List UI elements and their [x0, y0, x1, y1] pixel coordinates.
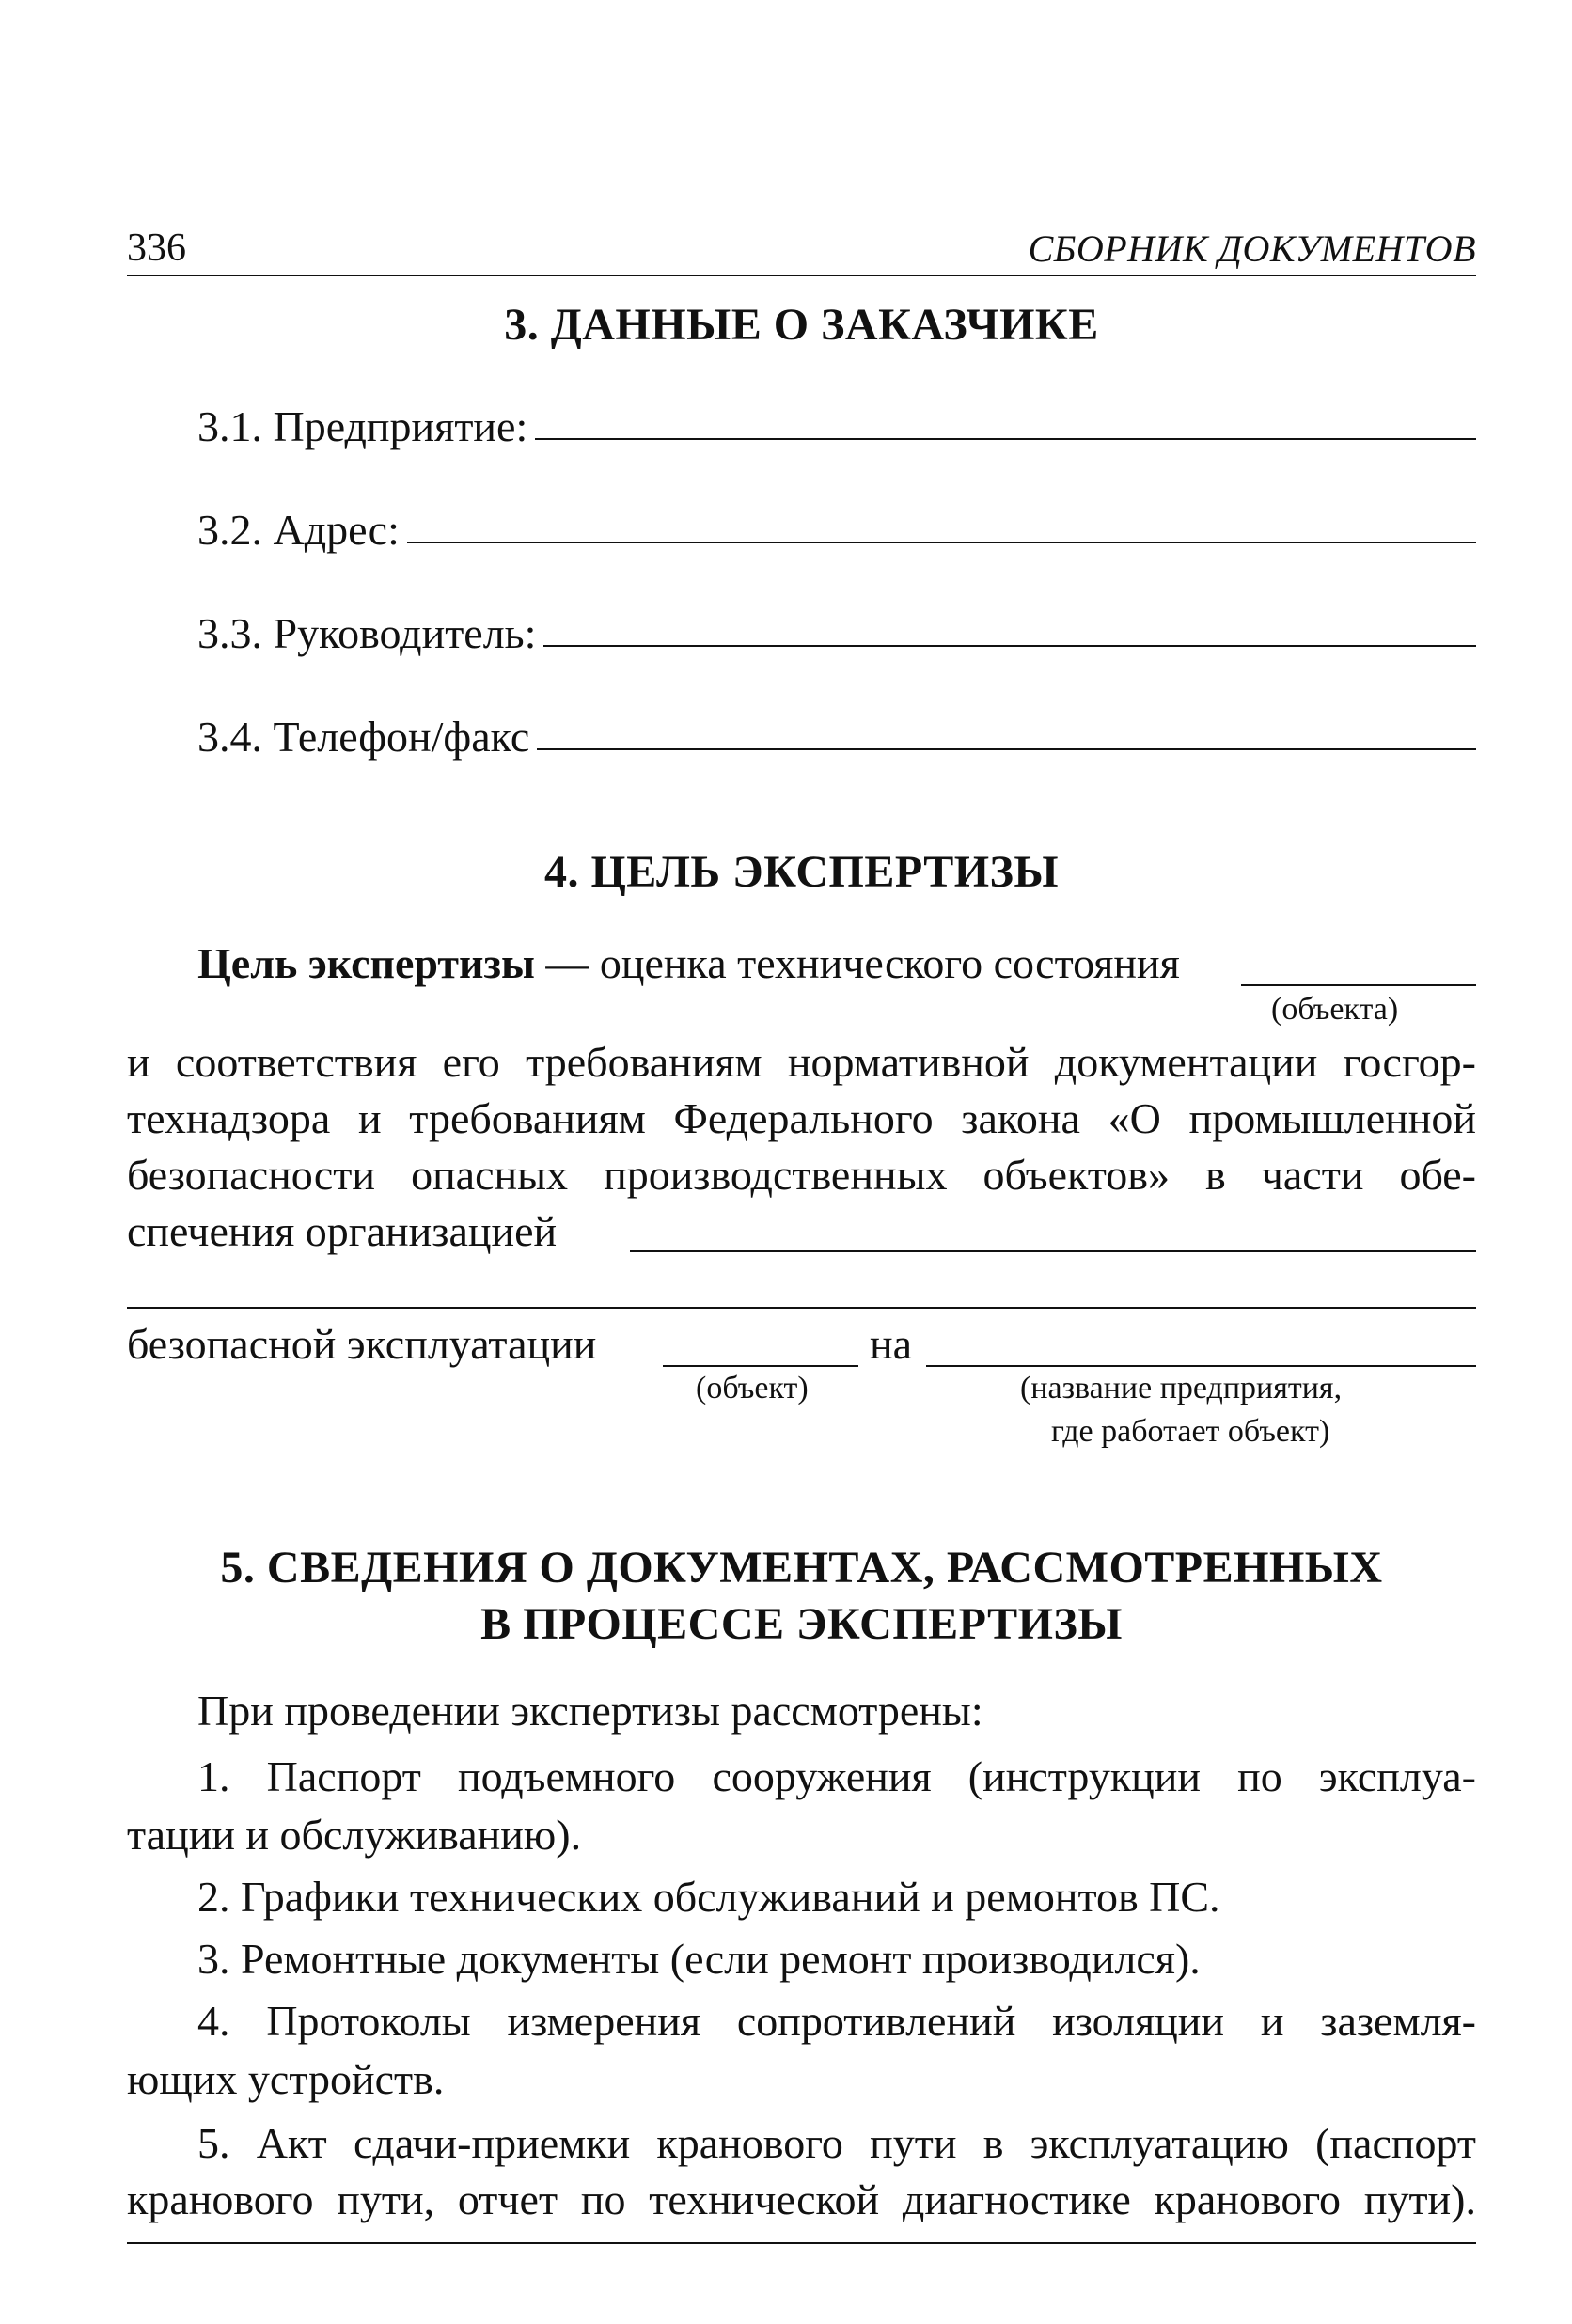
document-item-2: 2. Графики технических обслуживаний и ремонтов ПС.: [197, 1873, 1220, 1921]
field-address-label: 3.2. Адрес:: [197, 506, 400, 554]
document-item-1-line2: тации и обслуживанию).: [127, 1811, 582, 1859]
caption-enterprise-name-2: где работает объект): [1051, 1414, 1330, 1449]
purpose-lead-rest: — оценка технического состояния: [534, 939, 1180, 987]
safe-operation-text: безопасной эксплуатации: [127, 1320, 597, 1368]
section5-title-line2: В ПРОЦЕССЕ ЭКСПЕРТИЗЫ: [480, 1599, 1123, 1649]
purpose-line-3: безопасности опасных производственных объектов» в части обе-: [127, 1151, 1476, 1199]
caption-object: (объекта): [1271, 992, 1399, 1027]
on-text: на: [870, 1320, 913, 1368]
field-phone-fax[interactable]: [197, 705, 1476, 762]
section3-title: 3. ДАННЫЕ О ЗАКАЗЧИКЕ: [504, 300, 1099, 350]
organization-blank-continued[interactable]: [127, 1307, 1476, 1309]
page-number: 336: [127, 227, 186, 270]
document-item-5-line2: кранового пути, отчет по технической диагностике кранового пути).: [127, 2175, 1476, 2223]
caption-enterprise-name-1: (название предприятия,: [1020, 1371, 1343, 1405]
enterprise-name-blank[interactable]: [926, 1365, 1476, 1367]
document-item-4-line2: ющих устройств.: [127, 2055, 445, 2103]
purpose-lead-bold: Цель экспертизы: [197, 939, 535, 987]
purpose-line-1: и соответствия его требованиям нормативной документации госгор-: [127, 1038, 1476, 1086]
section5-intro: При проведении экспертизы рассмотрены:: [197, 1687, 983, 1735]
running-title: СБОРНИК ДОКУМЕНТОВ: [1028, 228, 1476, 270]
document-item-4-line1: 4. Протоколы измерения сопротивлений изоляции и заземля-: [197, 1997, 1476, 2045]
field-phone-fax-label: 3.4. Телефон/факс: [197, 713, 530, 761]
field-director-label: 3.3. Руководитель:: [197, 609, 537, 657]
object-blank[interactable]: [1241, 984, 1476, 986]
document-item-5-line1: 5. Акт сдачи-приемки кранового пути в эксплуатацию (паспорт: [197, 2119, 1476, 2167]
field-enterprise-label: 3.1. Предприятие:: [197, 402, 528, 450]
object-name-blank[interactable]: [663, 1365, 858, 1367]
document-item-1-line1: 1. Паспорт подъемного сооружения (инструкции по эксплуа-: [197, 1752, 1476, 1800]
section5-title-line1: 5. СВЕДЕНИЯ О ДОКУМЕНТАХ, РАССМОТРЕННЫХ: [220, 1543, 1383, 1593]
field-enterprise[interactable]: [197, 395, 1476, 451]
field-director-blank[interactable]: [543, 645, 1476, 647]
field-address[interactable]: [197, 498, 1476, 555]
organization-blank[interactable]: [630, 1250, 1476, 1252]
field-phone-fax-blank[interactable]: [537, 748, 1476, 750]
section4-title: 4. ЦЕЛЬ ЭКСПЕРТИЗЫ: [543, 847, 1060, 897]
field-address-blank[interactable]: [407, 542, 1476, 543]
purpose-line-4: спечения организацией: [127, 1207, 558, 1255]
field-director[interactable]: [197, 602, 1476, 658]
field-enterprise-blank[interactable]: [535, 438, 1476, 440]
purpose-lead: [197, 935, 1180, 992]
purpose-line-2: технадзора и требованиям Федерального закона «О промышленной: [127, 1094, 1476, 1142]
document-item-3: 3. Ремонтные документы (если ремонт производился).: [197, 1935, 1201, 1983]
caption-obj: (объект): [696, 1371, 809, 1405]
bottom-rule: [127, 2242, 1476, 2244]
running-header: [127, 226, 1476, 276]
